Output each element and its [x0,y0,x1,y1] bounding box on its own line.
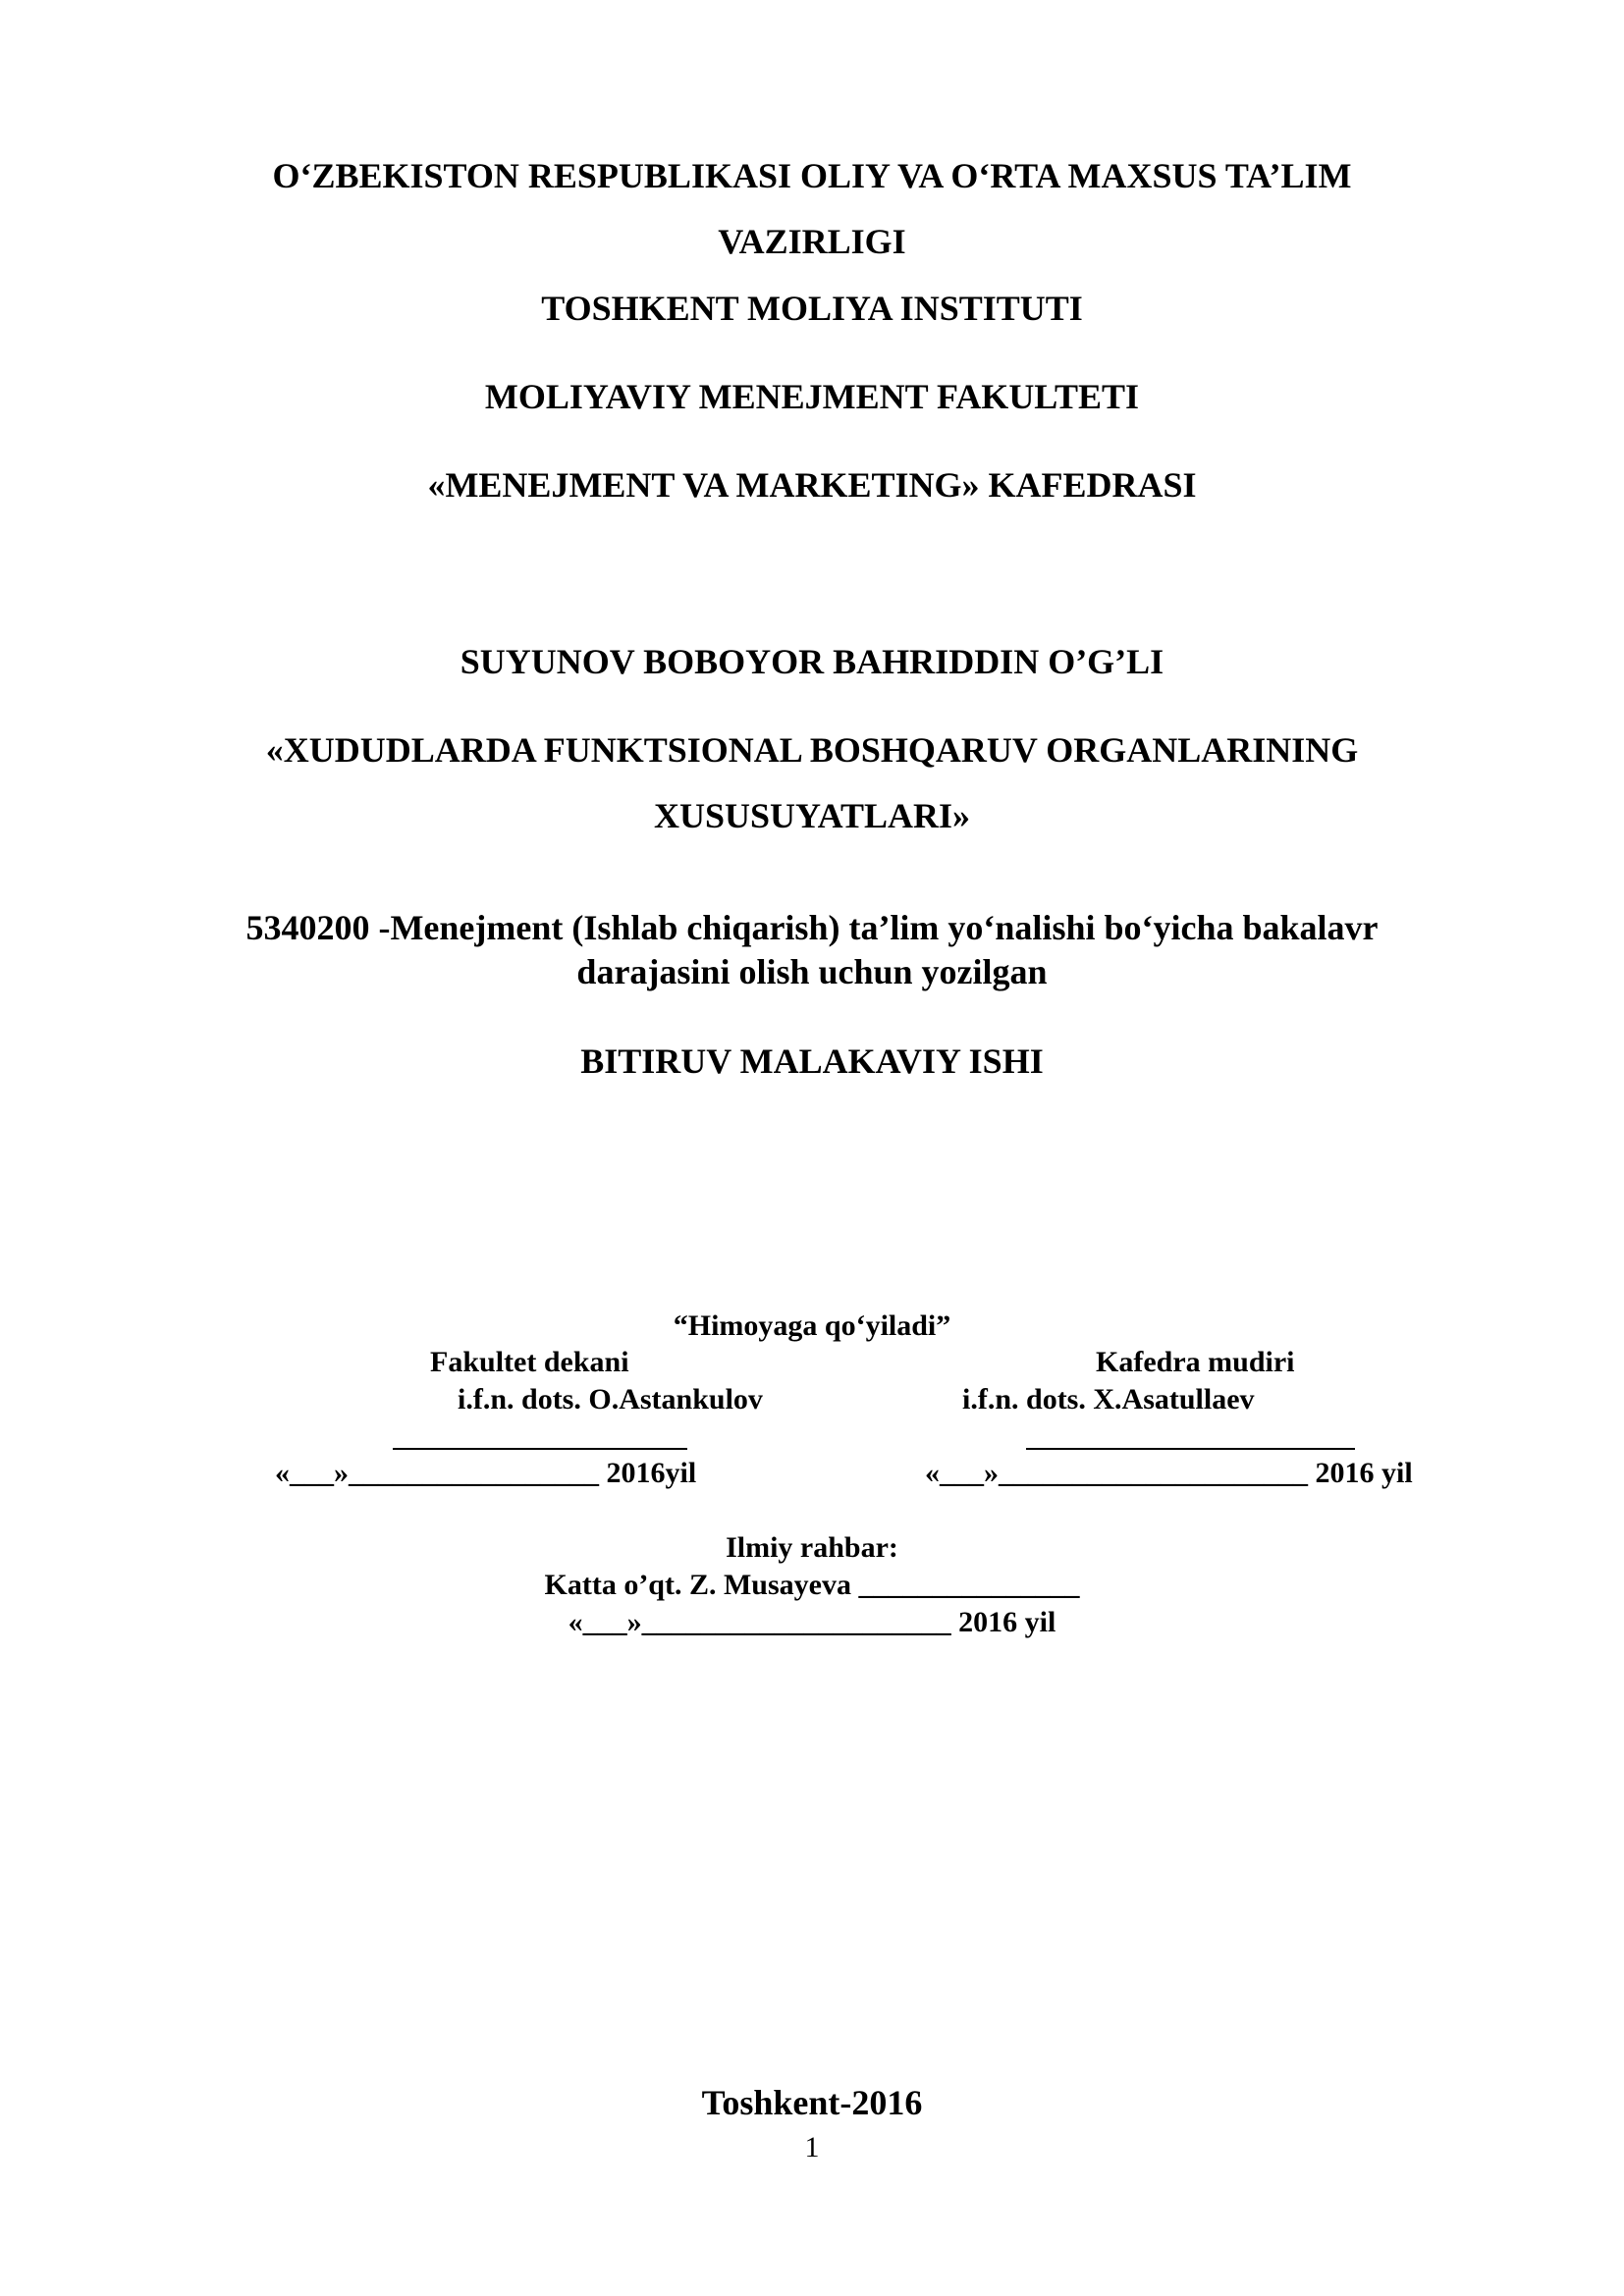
thesis-title-line-2: XUSUSUYATLARI» [653,796,971,835]
head-role: Kafedra mudiri [1096,1346,1295,1378]
work-type: BITIRUV MALAKAVIY ISHI [580,1041,1044,1081]
head-date-blank: «___»_____________________ [925,1457,1308,1489]
degree-description-line-1: 5340200 -Menejment (Ishlab chiqarish) ta’lim yo‘nalishi bo‘yicha bakalavr [245,908,1379,947]
dean-signature-date [275,1455,696,1492]
head-signature-date [925,1455,1413,1492]
author-name: SUYUNOV BOBOYOR BAHRIDDIN O’G’LI [460,642,1164,681]
head-signature-line [1026,1448,1355,1450]
dean-name: i.f.n. dots. O.Astankulov [458,1383,763,1415]
degree-description-line-2: darajasini olish uchun yozilgan [576,952,1048,991]
supervisor-date: «___»_____________________ 2016 yil [568,1606,1056,1638]
dean-date-year: 2016yil [606,1457,697,1489]
dean-date-blank: «___»_________________ [275,1457,599,1489]
ministry-line-1: O‘ZBEKISTON RESPUBLIKASI OLIY VA O‘RTA MAXSUS TA’LIM [272,156,1352,195]
page-number: 1 [804,2131,820,2163]
city-year: Toshkent-2016 [701,2083,923,2122]
dean-signature-line [393,1448,687,1450]
supervisor-label: Ilmiy rahbar: [726,1531,898,1564]
dean-role: Fakultet dekani [430,1346,629,1378]
department-name: «MENEJMENT VA MARKETING» KAFEDRASI [427,465,1197,505]
head-date-year: 2016 yil [1315,1457,1413,1489]
head-name: i.f.n. dots. X.Asatullaev [962,1383,1255,1415]
thesis-title-line-1: «XUDUDLARDA FUNKTSIONAL BOSHQARUV ORGANLARINING [265,730,1359,770]
supervisor-name: Katta o’qt. Z. Musayeva _______________ [544,1569,1080,1601]
faculty-name: MOLIYAVIY MENEJMENT FAKULTETI [484,377,1140,416]
approval-heading: “Himoyaga qo‘yiladi” [673,1309,951,1342]
ministry-line-2: VAZIRLIGI [718,222,906,261]
institute-name: TOSHKENT MOLIYA INSTITUTI [541,289,1083,328]
